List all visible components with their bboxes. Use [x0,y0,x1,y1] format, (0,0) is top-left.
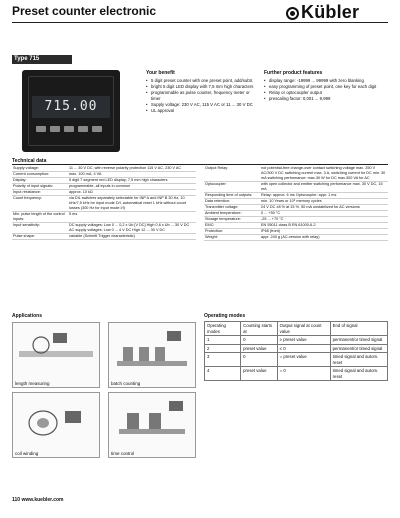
spec-label: Storage temperature: [204,217,260,223]
benefits-item: • UL approval [146,108,258,114]
tech-table-right [204,166,388,241]
spec-value: min. 10 Years or 10⁶ memory cycles [260,199,388,205]
spec-label: Input resistance: [12,190,68,196]
spec-value: programmable, all inputs in common [68,184,196,190]
features-item: • Relay or optocoupler output [264,90,388,96]
length-measuring-icon [13,323,101,381]
coil-winding-icon [13,393,101,451]
table-cell: permanent/or timed signal [330,336,387,345]
benefits-item: • programmable as pulse counter, frequency meter or timer [146,90,258,102]
spec-value: approx. 10 kΩ [68,190,196,196]
tech-rule [12,164,388,165]
spec-value: 11 ... 30 V DC, with reverse polarity protection 115 V AC, 230 V AC [68,166,196,172]
spec-row [204,235,388,241]
table-cell: timed signal and autom. reset [330,353,387,367]
spec-value: EN 55011 class B EN 61000-6-2 [260,223,388,229]
spec-value: with open collector and emitter switching performance max. 30 V DC, 15 mA [260,182,388,193]
spec-row [204,182,388,193]
logo-mark-icon [286,7,299,20]
table-cell: preset value [241,367,278,381]
spec-value: -25 ... +70 °C [260,217,388,223]
spec-value: 0 ... +50 °C [260,211,388,217]
table-cell: 0 [241,353,278,367]
spec-value: Relay: approx. 6 ms Optocoupler: appr. 1 ms [260,193,388,199]
spec-row [12,223,196,234]
application-coil-winding: coil winding [12,392,100,458]
features-heading: Further product features [264,70,323,76]
spec-label: Ambient temperature: [204,211,260,217]
applications-grid [12,320,196,460]
table-cell: preset value [241,344,278,353]
spec-label: Polarity of input signals: [12,184,68,190]
spec-label: EMC: [204,223,260,229]
device-display: 715.00 [32,96,110,118]
features-item: • prescaling factor: 0,001 ... 9,999 [264,96,388,102]
operating-modes-heading: Operating modes [204,313,246,319]
type-label: Type 715 [12,55,72,64]
table-row [205,344,388,353]
table-row [205,353,388,367]
batch-counting-icon [109,323,197,381]
table-cell: permanent/or timed signal [330,344,387,353]
tech-heading: Technical data [12,158,47,164]
spec-value: IP65 (front) [260,229,388,235]
spec-label: Input sensitivity: [12,223,68,234]
spec-value: DC supply voltages: Low 0 ... 0,2 x Ub [V DC] High 0,6 x Ub ... 30 V DC AC supply voltages: Low 0 ... 4 V DC High 12 ... 30 V DC [68,223,196,234]
spec-row [12,234,196,240]
ops-column-header: Counting starts at [241,322,278,336]
spec-row [12,212,196,223]
spec-value: 24 V DC ±8 % at 15 %, 50 mA unstabilized for AC versions [260,205,388,211]
application-time-control: time control [108,392,196,458]
spec-label: Responding time of outputs: [204,193,260,199]
spec-label: Count frequency: [12,196,68,212]
table-cell: 4 [205,367,241,381]
ops-column-header: End of signal [330,322,387,336]
ops-column-header: Output signal at count value [277,322,330,336]
page-title: Preset counter electronic [12,4,157,18]
table-cell: 2 [205,344,241,353]
ops-column-header: Operating modes [205,322,241,336]
spec-row [12,196,196,212]
tech-table-left [12,166,196,240]
spec-value: max. 100 mA, 4 VA [68,172,196,178]
table-row [205,336,388,345]
table-cell: ≥ preset value [277,336,330,345]
page-footer: 110 www.kuebler.com [12,497,64,503]
spec-label: Weight: [204,235,260,241]
spec-value: 5 digit 7 segment red LED display; 7,5 mm high characters [68,178,196,184]
spec-label: Pulse shape: [12,234,68,240]
features-item: • display range: -19999 ... 99999 with zero blanking [264,78,388,84]
spec-label: Protection: [204,229,260,235]
features-section [264,70,388,102]
spec-value: via DIL switches separately selectable for INP A and INP B 30 Hz, 10 kHz/7,5 kHz for input mode D/I, automatical reset 1 kHz without count losses (300 Hz for input mode I/I) [68,196,196,212]
spec-value: not potential-free change-over contact switching voltage max. 250 V AC/300 V DC switching current max. 3 A, switching current for DC min. 30 mA switching performance: max.30 W for DC max.300 VA for AC [260,166,388,182]
table-cell: 1 [205,336,241,345]
table-cell: 0 [241,336,278,345]
brand-logo: Kübler [286,2,359,23]
applications-heading: Applications [12,313,43,319]
table-cell: ≤ 0 [277,344,330,353]
table-cell: timed signal and autom. reset [330,367,387,381]
spec-label: Supply voltage: [12,166,68,172]
spec-label: Display: [12,178,68,184]
spec-label: Data retention: [204,199,260,205]
operating-modes-table [204,321,388,381]
spec-row [204,166,388,182]
spec-label: Min. pulse length of the control inputs: [12,212,68,223]
benefits-item: • 5 digit preset counter with one preset point, add/subtr. [146,78,258,84]
spec-label: Optocoupler: [204,182,260,193]
spec-value: appr. 240 g (AC-version with relay) [260,235,388,241]
table-cell: = preset value [277,353,330,367]
time-control-icon [109,393,197,451]
benefits-item: • Supply voltage: 230 V AC, 115 V AC or 11 ... 30 V DC [146,102,258,108]
spec-label: Transmitter voltage: [204,205,260,211]
table-cell: 3 [205,353,241,367]
benefits-item: • bright 5 digit LED display with 7,5 mm high characters [146,84,258,90]
spec-value: 5 ms [68,212,196,223]
benefits-section [146,70,258,114]
table-row [205,367,388,381]
header-rule [12,22,388,23]
benefits-heading: Your benefit [146,70,175,76]
application-batch-counting: batch counting [108,322,196,388]
device-image [22,70,120,152]
spec-label: Current consumption: [12,172,68,178]
application-length-measuring: length measuring [12,322,100,388]
table-cell: = 0 [277,367,330,381]
features-item: • easy programming of preset point, one key for each digit [264,84,388,90]
spec-value: variable (Schmitt Trigger characteristic) [68,234,196,240]
spec-label: Output Relay: [204,166,260,182]
